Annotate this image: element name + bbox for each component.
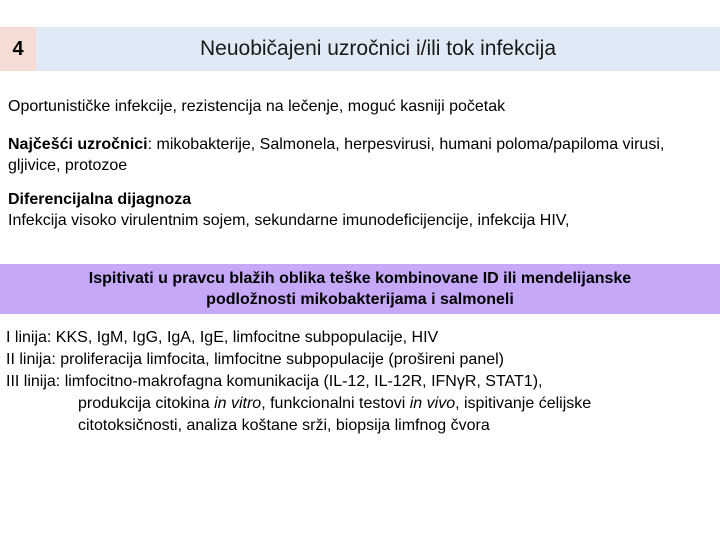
recommendation-banner: [0, 264, 720, 314]
causes-colon: :: [147, 136, 153, 153]
banner-line-1: Ispitivati u pravcu blažih oblika teške kombinovane ID ili mendelijanske: [88, 270, 632, 287]
test-lines: [6, 327, 591, 437]
slide-title: Neuobičajeni uzročnici i/ili tok infekcija: [200, 37, 556, 60]
cont-text-2: , funkcionalni testovi: [261, 395, 410, 412]
differential-diagnosis: [8, 189, 569, 231]
banner-line-2: podložnosti mikobakterijama i salmoneli: [206, 291, 514, 308]
slide-number: 4: [0, 27, 36, 71]
first-line-tests: I linija: KKS, IgM, IgG, IgA, IgE, limfocitne subpopulacije, HIV: [6, 329, 439, 346]
cont-text-3: , ispitivanje ćelijske: [455, 395, 592, 412]
second-line-tests: II linija: proliferacija limfocita, limfocitne subpopulacije (prošireni panel): [6, 351, 504, 368]
cont-text-1: produkcija citokina: [78, 395, 215, 412]
in-vivo-text: in vivo: [409, 395, 456, 412]
third-line-tests: III linija: limfocitno-makrofagna komunikacija (IL-12, IL-12R, IFNγR, STAT1),: [6, 373, 543, 390]
differential-text: Infekcija visoko virulentnim sojem, sekundarne imunodeficijencije, infekcija HIV,: [8, 212, 570, 229]
causes-label: Najčešći uzročnici: [8, 136, 148, 153]
differential-heading: Diferencijalna dijagnoza: [8, 191, 192, 208]
intro-line: Oportunističke infekcije, rezistencija na lečenje, moguć kasniji početak: [8, 98, 506, 115]
third-line-continuation-2: citotoksičnosti, analiza koštane srži, biopsija limfnog čvora: [78, 417, 490, 434]
third-line-continuation: [6, 393, 591, 415]
in-vitro-text: in vitro: [214, 395, 262, 412]
common-causes: [8, 134, 712, 176]
causes-text: mikobakterije, Salmonela, herpesvirusi, humani poloma/papiloma virusi, gljivice, protozoe: [8, 136, 665, 174]
